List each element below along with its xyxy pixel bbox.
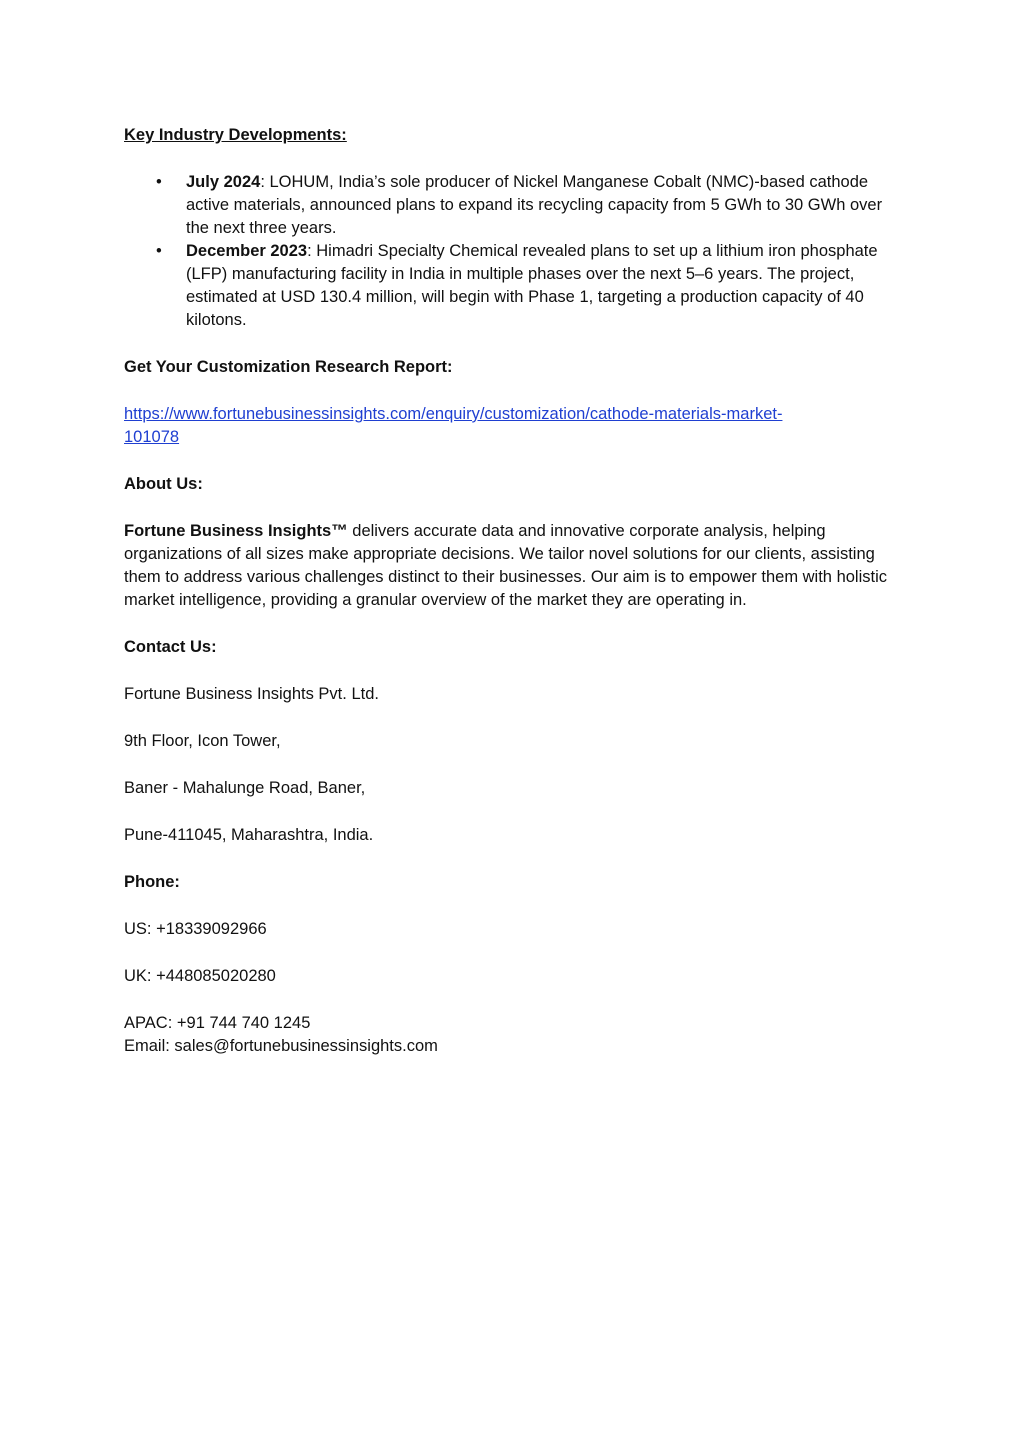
development-date: December 2023 (186, 242, 308, 260)
contact-heading: Contact Us: (124, 638, 217, 656)
bullet-icon: • (156, 242, 162, 260)
about-paragraph (124, 520, 904, 612)
customization-link-line2[interactable]: 101078 (124, 428, 180, 446)
contact-company: Fortune Business Insights Pvt. Ltd. (124, 685, 379, 703)
phone-heading: Phone: (124, 873, 180, 891)
contact-address-line1: 9th Floor, Icon Tower, (124, 732, 281, 750)
phone-us: US: +18339092966 (124, 920, 267, 938)
customization-link[interactable] (124, 403, 904, 449)
contact-address-line2: Baner - Mahalunge Road, Baner, (124, 779, 366, 797)
phone-uk: UK: +448085020280 (124, 967, 276, 985)
customization-link-line1[interactable]: https://www.fortunebusinessinsights.com/enquiry/customization/cathode-materials-market- (124, 405, 783, 423)
bullet-icon: • (156, 173, 162, 191)
phone-apac: APAC: +91 744 740 1245 (124, 1014, 311, 1032)
contact-address-line3: Pune-411045, Maharashtra, India. (124, 826, 374, 844)
list-item (124, 240, 904, 332)
about-heading: About Us: (124, 475, 203, 493)
contact-email: Email: sales@fortunebusinessinsights.com (124, 1037, 438, 1055)
about-company-name: Fortune Business Insights™ (124, 522, 348, 540)
developments-list (124, 171, 904, 332)
customization-heading: Get Your Customization Research Report: (124, 358, 453, 376)
development-text: : LOHUM, India’s sole producer of Nickel Manganese Cobalt (NMC)-based cathode active materials, announced plans to expand its recycling capacity from 5 GWh to 30 GWh over the next three years. (186, 173, 883, 237)
list-item (124, 171, 904, 240)
development-text: : Himadri Specialty Chemical revealed plans to set up a lithium iron phosphate (LFP) manufacturing facility in India in multiple phases over the next 5–6 years. The project, estimated at USD 130.4 million, will begin with Phase 1, targeting a production capacity of 40 kilotons. (186, 242, 878, 329)
document-page (124, 124, 904, 1058)
about-body: delivers accurate data and innovative corporate analysis, helping organizations of all sizes make appropriate decisions. We tailor novel solutions for our clients, assisting them to address various challenges distinct to their businesses. Our aim is to empower them with holistic market intelligence, providing a granular overview of the market they are operating in. (124, 522, 888, 609)
developments-heading: Key Industry Developments: (124, 126, 347, 144)
development-date: July 2024 (186, 173, 261, 191)
